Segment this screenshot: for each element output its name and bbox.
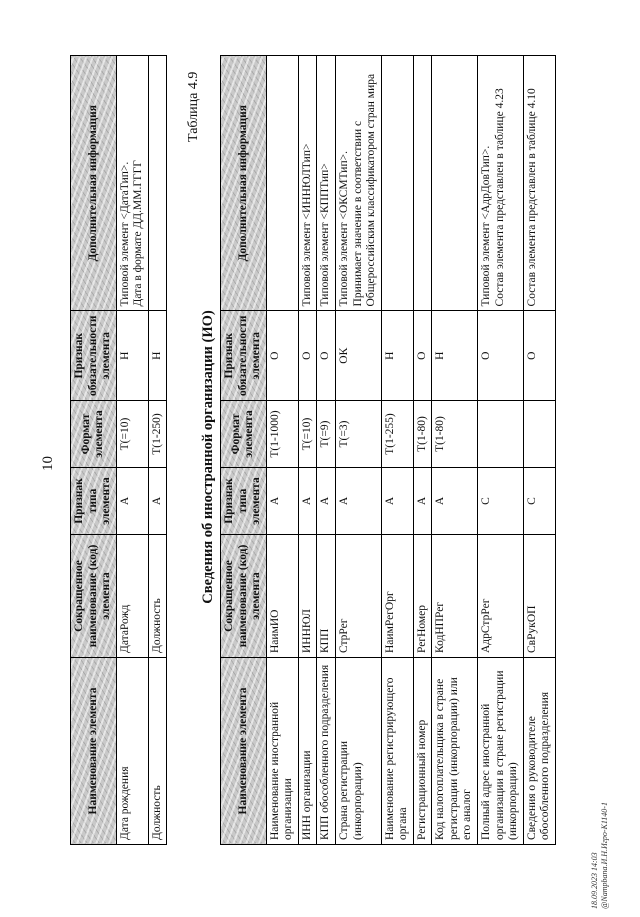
- table-cell: РегНомер: [413, 535, 432, 658]
- header-cell: Дополнительная информация: [71, 56, 117, 311]
- table-cell: А: [116, 468, 148, 535]
- table-cell: О: [523, 311, 555, 401]
- table-cell: Типовой элемент <КППТип>: [317, 56, 336, 311]
- table-cell: [523, 401, 555, 468]
- table-cell: Т(=9): [317, 401, 336, 468]
- table-cell: Т(1-80): [432, 401, 478, 468]
- table-cell: Типовой элемент <АдрДовТип>. Состав элемента представлен в таблице 4.23: [478, 56, 524, 311]
- table-cell: ИНН организации: [298, 658, 317, 845]
- table-cell: А: [432, 468, 478, 535]
- header-cell: Дополнительная информация: [221, 56, 267, 311]
- table-cell: [413, 56, 432, 311]
- table-row: [335, 56, 381, 845]
- table-cell: Наименование регистрирующего органа: [381, 658, 413, 845]
- table-cell: А: [381, 468, 413, 535]
- table-cell: Т(=10): [116, 401, 148, 468]
- table-cell: Н: [116, 311, 148, 401]
- table-cell: А: [298, 468, 317, 535]
- table-cell: А: [148, 468, 167, 535]
- header-cell: Формат элемента: [221, 401, 267, 468]
- table-cell: КПП обособленного подразделения: [317, 658, 336, 845]
- header-cell: Признак обязательности элемента: [221, 311, 267, 401]
- table-row: [413, 56, 432, 845]
- table-cell: О: [266, 311, 298, 401]
- table-cell: ИННЮЛ: [298, 535, 317, 658]
- table-row: [298, 56, 317, 845]
- table-cell: Сведения о руководителе обособленного подразделения: [523, 658, 555, 845]
- table-cell: НаимИО: [266, 535, 298, 658]
- table-cell: Т(1-1000): [266, 401, 298, 468]
- table-row: [523, 56, 555, 845]
- table-cell: Н: [381, 311, 413, 401]
- table-cell: Полный адрес иностранной организации в стране регистрации (инкорпорации): [478, 658, 524, 845]
- table-cell: Т(1-255): [381, 401, 413, 468]
- table-row: [432, 56, 478, 845]
- table-cell: Типовой элемент <ОКСМТип>. Принимает значение в соответствии с Общероссийским классификатором стран мира: [335, 56, 381, 311]
- table-cell: Регистрационный номер: [413, 658, 432, 845]
- table-row: [381, 56, 413, 845]
- table-cell: СвРукОП: [523, 535, 555, 658]
- table-cell: А: [266, 468, 298, 535]
- header-cell: Формат элемента: [71, 401, 117, 468]
- table-cell: Дата рождения: [116, 658, 148, 845]
- header-cell: Сокращенное наименование (код) элемента: [71, 535, 117, 658]
- table-cell: [478, 401, 524, 468]
- table-cell: [266, 56, 298, 311]
- table-cell: Н: [148, 311, 167, 401]
- header-cell: Наименование элемента: [221, 658, 267, 845]
- table-cell: Т(=10): [298, 401, 317, 468]
- table-header-row: [221, 56, 267, 845]
- table-cell: ДатаРожд: [116, 535, 148, 658]
- table-cell: О: [298, 311, 317, 401]
- print-stamp: [590, 802, 610, 909]
- table-header-row: [71, 56, 117, 845]
- table-row: [266, 56, 298, 845]
- table-cell: А: [317, 468, 336, 535]
- stamp-line: 18.09.2023 14:03: [590, 852, 599, 909]
- table-cell: Т(1-80): [413, 401, 432, 468]
- table-cell: Т(=3): [335, 401, 381, 468]
- table-body: [116, 56, 167, 845]
- table-cell: С: [523, 468, 555, 535]
- table-row: [317, 56, 336, 845]
- table-cell: Код налогоплательщика в стране регистрации (инкорпорации) или его аналог: [432, 658, 478, 845]
- page-number: 10: [40, 456, 56, 471]
- header-cell: Наименование элемента: [71, 658, 117, 845]
- table-cell: О: [317, 311, 336, 401]
- table-cell: С: [478, 468, 524, 535]
- table-cell: Страна регистрации (инкорпорации): [335, 658, 381, 845]
- table-cell: Типовой элемент <ДатаТип>. Дата в формате ДД.ММ.ГГГГ: [116, 56, 148, 311]
- table-row: [148, 56, 167, 845]
- table-label: Таблица 4.9: [186, 71, 201, 142]
- table-row: [478, 56, 524, 845]
- table-cell: Типовой элемент <ИННЮЛТип>: [298, 56, 317, 311]
- header-cell: Признак типа элемента: [221, 468, 267, 535]
- header-cell: Признак обязательности элемента: [71, 311, 117, 401]
- table-cell: КодНПРег: [432, 535, 478, 658]
- table-cell: Н: [432, 311, 478, 401]
- table-row: [116, 56, 148, 845]
- table-body: [266, 56, 555, 845]
- table-cell: Состав элемента представлен в таблице 4.10: [523, 56, 555, 311]
- table-cell: [432, 56, 478, 311]
- table-cell: Должность: [148, 535, 167, 658]
- stamp-line: @Nampbana.И.Н.Игро-К1140-1: [600, 802, 609, 909]
- table-cell: Т(1-250): [148, 401, 167, 468]
- table-cell: А: [413, 468, 432, 535]
- section-title: Сведения об иностранной организации (ИО): [200, 310, 216, 604]
- table-cell: Наименование иностранной организации: [266, 658, 298, 845]
- table-cell: НаимРегОрг: [381, 535, 413, 658]
- table-cell: [381, 56, 413, 311]
- table-cell: Должность: [148, 658, 167, 845]
- table-cell: О: [413, 311, 432, 401]
- table-cell: О: [478, 311, 524, 401]
- table-continuation: [70, 55, 167, 845]
- header-cell: Признак типа элемента: [71, 468, 117, 535]
- table-cell: АдрСтрРег: [478, 535, 524, 658]
- table-cell: СтрРег: [335, 535, 381, 658]
- header-cell: Сокращенное наименование (код) элемента: [221, 535, 267, 658]
- table-cell: [148, 56, 167, 311]
- table-foreign-organization: [220, 55, 556, 845]
- table-cell: А: [335, 468, 381, 535]
- table-cell: КПП: [317, 535, 336, 658]
- table-cell: ОК: [335, 311, 381, 401]
